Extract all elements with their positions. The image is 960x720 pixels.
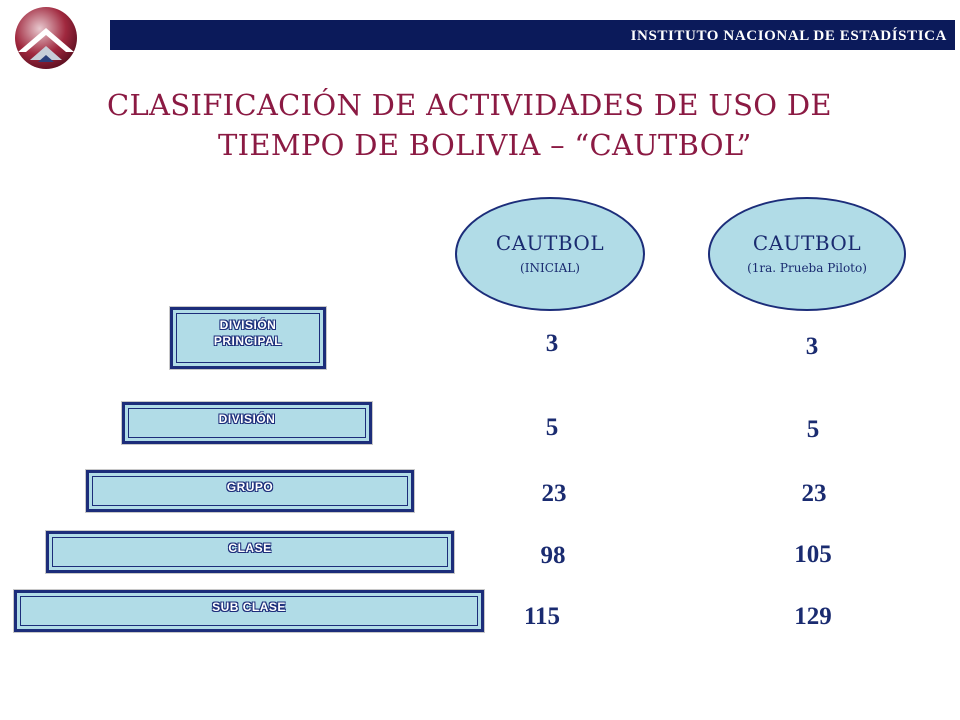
column-name: CAUTBOL xyxy=(752,231,862,255)
level-label-line-1: DIVISIÓN xyxy=(219,318,277,332)
value-inicial-division: 5 xyxy=(545,414,559,441)
value-piloto-grupo: 23 xyxy=(801,480,827,507)
page-title-line-2: TIEMPO DE BOLIVIA – “CAUTBOL” xyxy=(218,128,752,162)
level-label: CLASE xyxy=(228,541,272,555)
column-subtitle: (INICIAL) xyxy=(520,261,580,275)
institute-name: INSTITUTO NACIONAL DE ESTADÍSTICA xyxy=(630,28,947,44)
level-label: GRUPO xyxy=(226,480,274,494)
level-label xyxy=(173,317,323,349)
value-piloto-clase: 105 xyxy=(794,541,832,568)
column-header-piloto xyxy=(708,197,906,311)
ine-logo-icon xyxy=(8,4,84,72)
column-header-inicial xyxy=(455,197,645,311)
column-name: CAUTBOL xyxy=(495,231,605,255)
level-label: DIVISIÓN xyxy=(218,412,276,426)
value-inicial-grupo: 23 xyxy=(541,480,567,507)
value-piloto-sub-clase: 129 xyxy=(794,603,832,630)
level-box-division xyxy=(122,402,372,444)
value-inicial-clase: 98 xyxy=(540,542,566,569)
level-box-sub-clase xyxy=(14,590,484,632)
level-box-grupo xyxy=(86,470,414,512)
value-inicial-sub-clase: 115 xyxy=(523,603,561,630)
page-title-line-1: CLASIFICACIÓN DE ACTIVIDADES DE USO DE xyxy=(107,88,832,122)
level-box-clase xyxy=(46,531,454,573)
value-piloto-division: 5 xyxy=(806,416,820,443)
column-subtitle: (1ra. Prueba Piloto) xyxy=(747,261,867,275)
level-box-division-principal xyxy=(170,307,326,369)
value-inicial-division-principal: 3 xyxy=(545,330,559,357)
value-piloto-division-principal: 3 xyxy=(805,333,819,360)
level-label: SUB CLASE xyxy=(212,600,286,614)
level-label-line-2: PRINCIPAL xyxy=(213,334,283,348)
header-bar xyxy=(110,20,955,50)
